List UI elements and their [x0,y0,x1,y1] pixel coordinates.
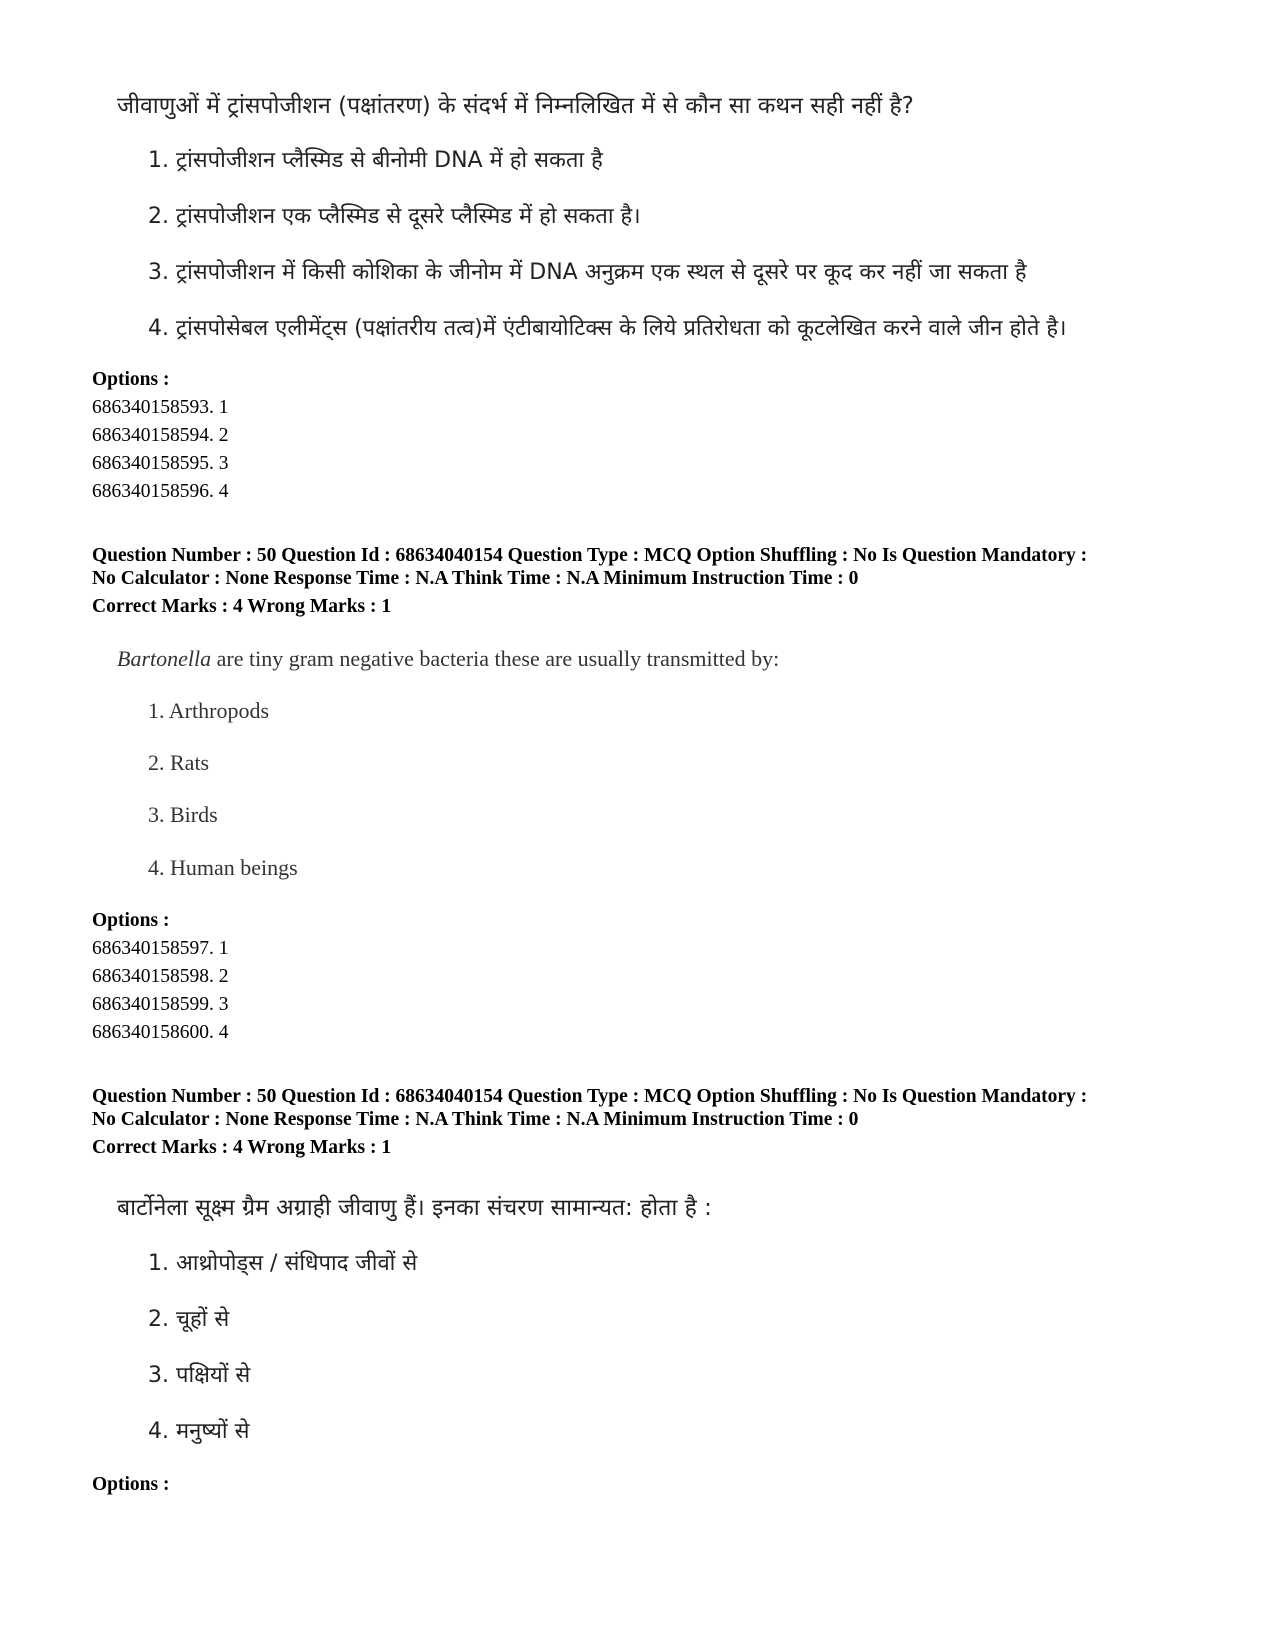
question-text-english [117,646,779,672]
option-id-3: 686340158599. 3 [92,994,229,1015]
question-text-hindi: बार्टोनेला सूक्ष्म ग्रैम अग्राही जीवाणु हैं। इनका संचरण सामान्यत: होता है : [117,1195,712,1221]
options-label: Options : [92,910,170,931]
choice-4: 4. मनुष्यों से [148,1419,250,1444]
question-meta-line1: Question Number : 50 Question Id : 68634040154 Question Type : MCQ Option Shuffling : No Is Question Mandatory : [92,545,1088,566]
choice-1: 1. ट्रांसपोजीशन प्लैस्मिड से बीनोमी DNA में हो सकता है [148,148,603,173]
option-id-2: 686340158598. 2 [92,966,229,987]
marks-line: Correct Marks : 4 Wrong Marks : 1 [92,1137,392,1158]
choice-1: 1. Arthropods [148,698,269,723]
option-id-4: 686340158600. 4 [92,1022,229,1043]
question-meta-line2: No Calculator : None Response Time : N.A Think Time : N.A Minimum Instruction Time : 0 [92,1109,859,1130]
choice-3: 3. Birds [148,802,218,827]
choice-3: 3. ट्रांसपोजीशन में किसी कोशिका के जीनोम में DNA अनुक्रम एक स्थल से दूसरे पर कूद कर नहीं जा सकता है [148,260,1027,285]
question-rest: are tiny gram negative bacteria these are usually transmitted by: [211,646,780,671]
choice-4: 4. ट्रांसपोसेबल एलीमेंट्स (पक्षांतरीय तत्व)में एंटीबायोटिक्स के लिये प्रतिरोधता को कूटलेखित करने वाले जीन होते है। [148,316,1067,341]
choice-2: 2. ट्रांसपोजीशन एक प्लैस्मिड से दूसरे प्लैस्मिड में हो सकता है। [148,204,641,229]
question-italic-term: Bartonella [117,646,212,671]
choice-3: 3. पक्षियों से [148,1363,251,1388]
question-meta-line2: No Calculator : None Response Time : N.A Think Time : N.A Minimum Instruction Time : 0 [92,568,859,589]
choice-2: 2. Rats [148,750,210,775]
option-id-1: 686340158593. 1 [92,397,229,418]
option-id-2: 686340158594. 2 [92,425,229,446]
option-id-4: 686340158596. 4 [92,481,229,502]
options-label: Options : [92,1474,170,1495]
choice-2: 2. चूहों से [148,1307,230,1332]
marks-line: Correct Marks : 4 Wrong Marks : 1 [92,596,392,617]
options-label: Options : [92,369,170,390]
option-id-1: 686340158597. 1 [92,938,229,959]
question-text-hindi: जीवाणुओं में ट्रांसपोजीशन (पक्षांतरण) के संदर्भ में निम्नलिखित में से कौन सा कथन सही नहीं है? [117,93,914,119]
option-id-3: 686340158595. 3 [92,453,229,474]
choice-4: 4. Human beings [148,855,298,880]
choice-1: 1. आथ्रोपोड्स / संधिपाद जीवों से [148,1251,418,1276]
question-meta-line1: Question Number : 50 Question Id : 68634040154 Question Type : MCQ Option Shuffling : No Is Question Mandatory : [92,1086,1088,1107]
